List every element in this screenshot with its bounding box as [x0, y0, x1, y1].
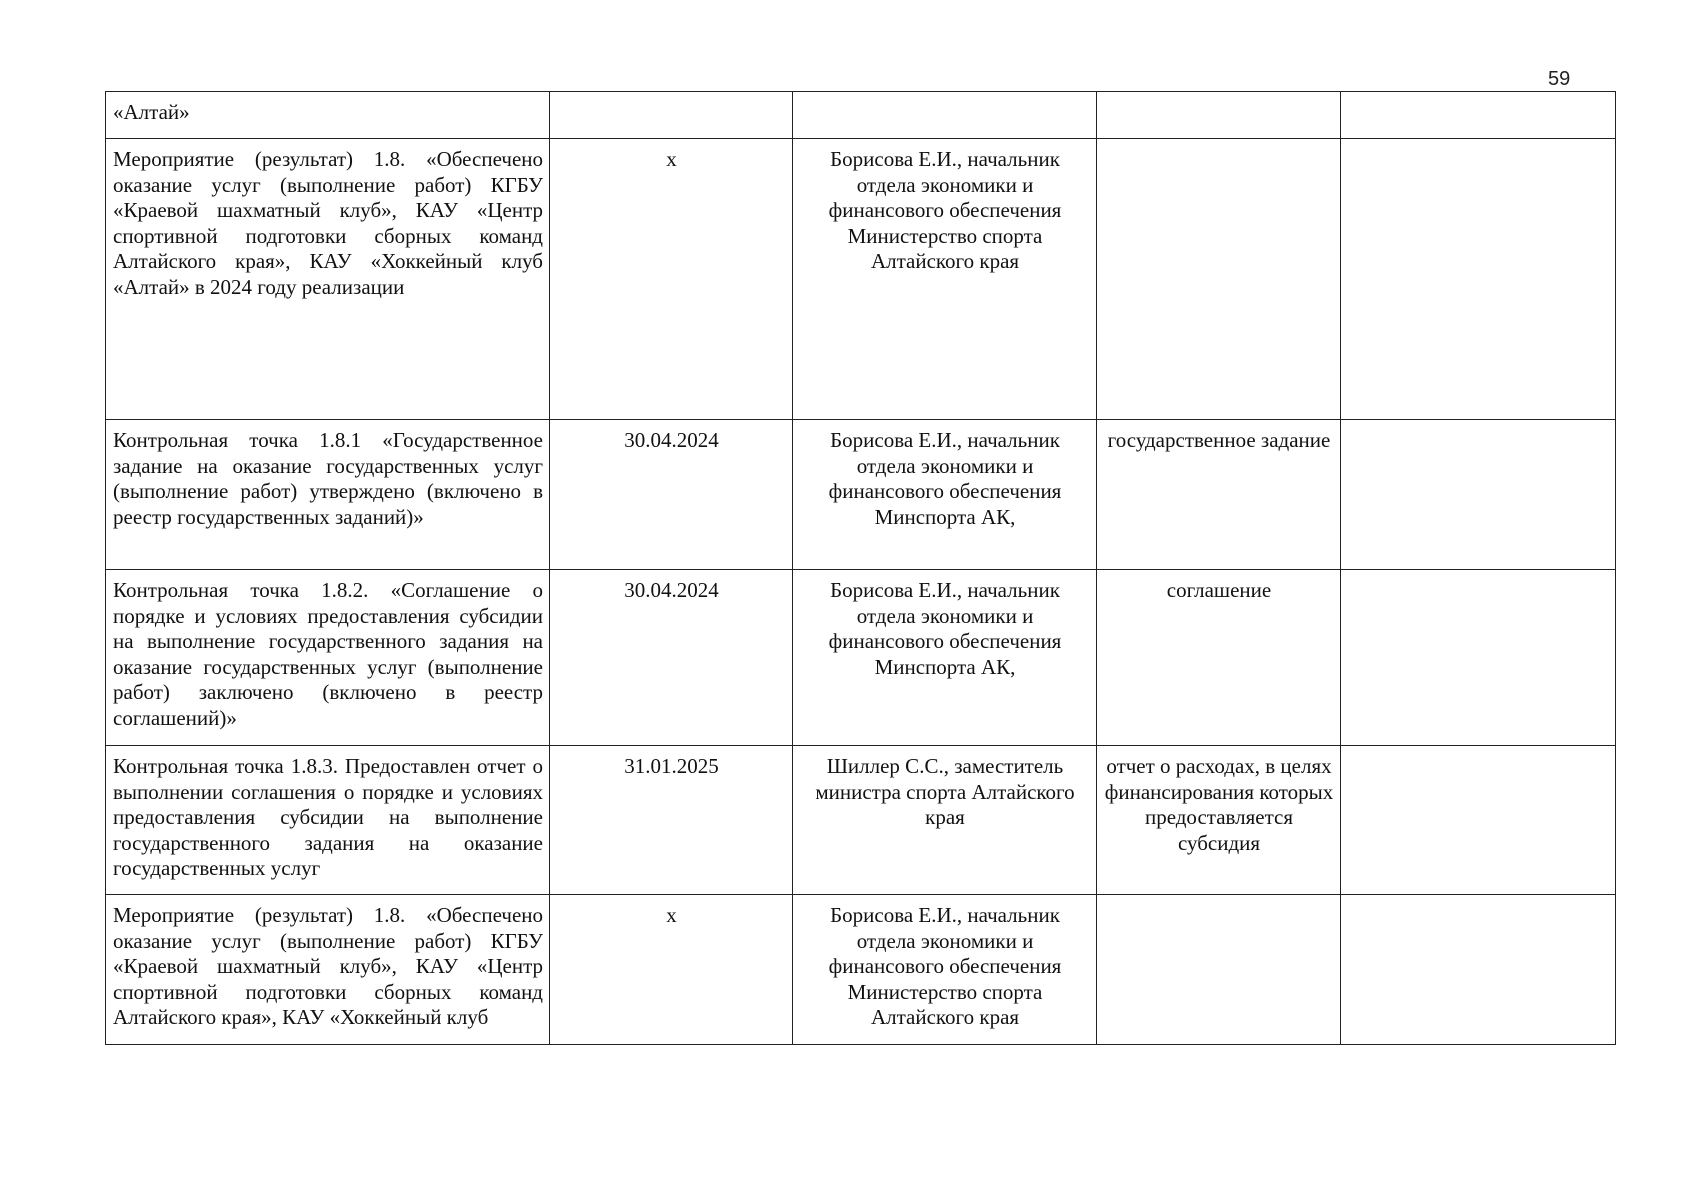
document-text: отчет о расходах, в целях финансирования которых предоставляется субсидия — [1104, 754, 1334, 855]
date-cell — [550, 895, 793, 1045]
document-text: государственное задание — [1107, 428, 1331, 452]
table-row — [106, 92, 1616, 139]
date-cell — [550, 746, 793, 895]
date-cell — [550, 570, 793, 746]
date-text: 30.04.2024 — [624, 428, 719, 452]
document-text: соглашение — [1166, 578, 1272, 602]
responsible-cell — [793, 895, 1097, 1045]
responsible-text: Шиллер С.С., заместитель министра спорта Алтайского края — [815, 754, 1075, 829]
table-row — [106, 570, 1616, 746]
document-cell — [1097, 895, 1341, 1045]
document-cell — [1097, 746, 1341, 895]
table-row — [106, 139, 1616, 420]
description-text: Контрольная точка 1.8.2. «Соглашение о порядке и условиях предоставления субсидии на выполнение государственного задания на оказание государственных услуг (выполнение работ) заключено (включено в реестр соглашений)» — [113, 578, 543, 730]
description-text: Контрольная точка 1.8.3. Предоставлен отчет о выполнении соглашения о порядке и условиях предоставления субсидии на выполнение государственного задания на оказание государственных услуг — [113, 754, 543, 880]
extra-cell — [1341, 746, 1616, 895]
extra-cell — [1341, 92, 1616, 139]
table-row — [106, 746, 1616, 895]
extra-cell — [1341, 570, 1616, 746]
description-cell — [106, 92, 550, 139]
date-text: 30.04.2024 — [624, 578, 719, 602]
responsible-cell — [793, 420, 1097, 570]
date-cell — [550, 420, 793, 570]
document-cell — [1097, 420, 1341, 570]
description-text: Контрольная точка 1.8.1 «Государственное задание на оказание государственных услуг (выполнение работ) утверждено (включено в реестр государственных заданий)» — [113, 428, 543, 529]
description-cell — [106, 570, 550, 746]
document-cell — [1097, 570, 1341, 746]
table-row — [106, 895, 1616, 1045]
date-cell — [550, 92, 793, 139]
plan-table — [105, 91, 1616, 1045]
description-cell — [106, 139, 550, 420]
responsible-text: Борисова Е.И., начальник отдела экономики и финансового обеспечения Министерство спорта Алтайского края — [828, 903, 1062, 1029]
responsible-cell — [793, 746, 1097, 895]
responsible-cell — [793, 139, 1097, 420]
date-text: х — [666, 147, 677, 171]
description-text: Мероприятие (результат) 1.8. «Обеспечено оказание услуг (выполнение работ) КГБУ «Краевой шахматный клуб», КАУ «Центр спортивной подготовки сборных команд Алтайского края», КАУ «Хоккейный клуб — [113, 903, 543, 1029]
responsible-text: Борисова Е.И., начальник отдела экономики и финансового обеспечения Минспорта АК, — [828, 578, 1062, 679]
description-text: Мероприятие (результат) 1.8. «Обеспечено оказание услуг (выполнение работ) КГБУ «Краевой шахматный клуб», КАУ «Центр спортивной подготовки сборных команд Алтайского края», КАУ «Хоккейный клуб «Алтай» в 2024 году реализации — [113, 147, 543, 299]
date-text: 31.01.2025 — [624, 754, 719, 778]
responsible-cell — [793, 92, 1097, 139]
extra-cell — [1341, 895, 1616, 1045]
description-cell — [106, 746, 550, 895]
date-text: х — [666, 903, 677, 927]
page-number: 59 — [1548, 68, 1571, 90]
document-cell — [1097, 92, 1341, 139]
extra-cell — [1341, 139, 1616, 420]
description-cell — [106, 895, 550, 1045]
description-cell — [106, 420, 550, 570]
description-text: «Алтай» — [113, 100, 190, 124]
date-cell — [550, 139, 793, 420]
extra-cell — [1341, 420, 1616, 570]
table-row — [106, 420, 1616, 570]
document-cell — [1097, 139, 1341, 420]
responsible-text: Борисова Е.И., начальник отдела экономики и финансового обеспечения Минспорта АК, — [828, 428, 1062, 529]
responsible-cell — [793, 570, 1097, 746]
responsible-text: Борисова Е.И., начальник отдела экономики и финансового обеспечения Министерство спорта Алтайского края — [828, 147, 1062, 273]
